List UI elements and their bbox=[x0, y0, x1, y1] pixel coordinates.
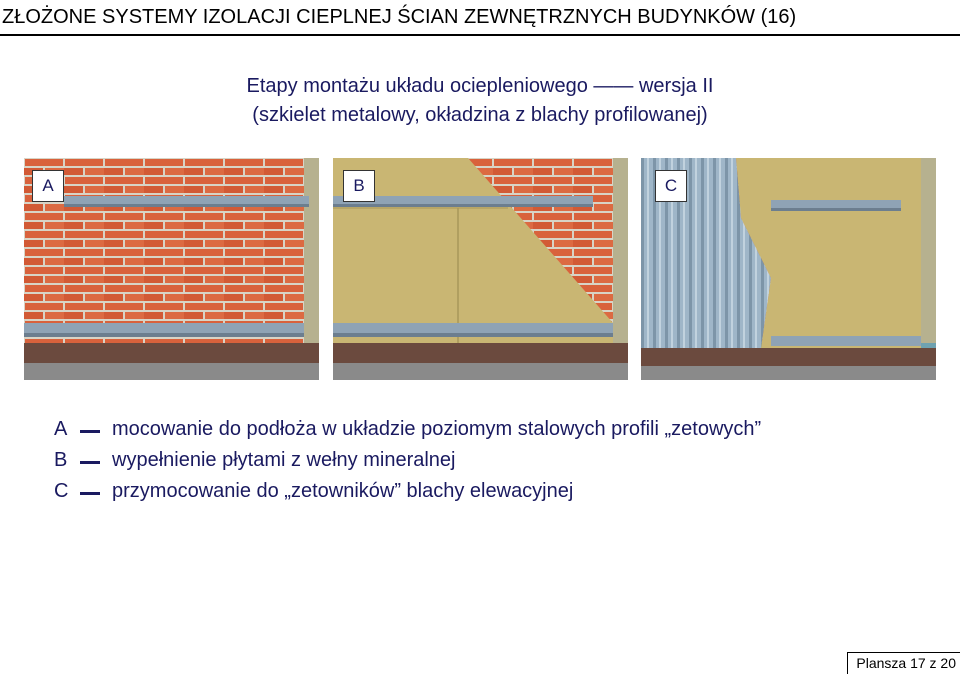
legend-item-a bbox=[0, 418, 960, 448]
panel-a-illustration bbox=[24, 158, 319, 380]
panel-a-image bbox=[24, 158, 319, 380]
panel-a-label: A bbox=[32, 170, 64, 202]
legend-item-c bbox=[0, 480, 960, 510]
header-title: ZŁOŻONE SYSTEMY IZOLACJI CIEPLNEJ ŚCIAN ZEWNĘTRZNYCH BUDYNKÓW (16) bbox=[2, 6, 797, 28]
panel-b-label: B bbox=[343, 170, 375, 202]
legend-text: przymocowanie do „zetowników” blachy elewacyjnej bbox=[112, 480, 574, 502]
header-bar bbox=[0, 0, 960, 36]
legend-dash bbox=[80, 461, 100, 464]
legend-dash bbox=[80, 492, 100, 495]
legend-text: mocowanie do podłoża w układzie poziomym stalowych profili „zetowych” bbox=[112, 418, 762, 440]
subtitle-line-1: Etapy montażu układu ociepleniowego —— wersja II bbox=[246, 75, 714, 97]
panel-c-image bbox=[641, 158, 936, 380]
page-number: Plansza 17 z 20 bbox=[847, 652, 960, 674]
legend-item-b bbox=[0, 449, 960, 479]
legend-letter: C bbox=[54, 480, 69, 502]
panel-b-illustration bbox=[333, 158, 628, 380]
legend-dash bbox=[80, 430, 100, 433]
subtitle-line-2: (szkielet metalowy, okładzina z blachy profilowanej) bbox=[252, 104, 708, 126]
panel-c-label: C bbox=[655, 170, 687, 202]
panel-b-image bbox=[333, 158, 628, 380]
legend-text: wypełnienie płytami z wełny mineralnej bbox=[112, 449, 456, 471]
legend-letter: A bbox=[54, 418, 68, 440]
legend-letter: B bbox=[54, 449, 68, 471]
